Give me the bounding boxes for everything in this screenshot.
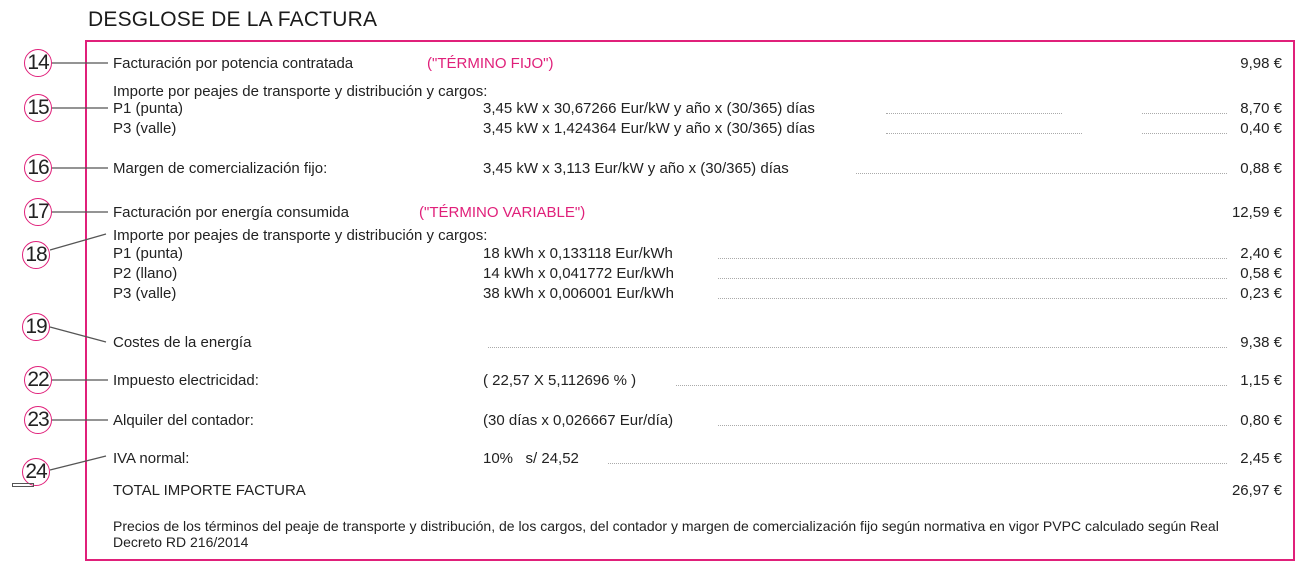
potencia-p1-label: P1 (punta) [113, 100, 184, 117]
potencia-p3-label: P3 (valle) [113, 120, 177, 137]
callout-badge-15: 15 [24, 94, 52, 122]
dot-leader [718, 258, 1227, 259]
dot-leader [886, 133, 1082, 134]
energia-label: Facturación por energía consumida [113, 204, 349, 221]
energia-p1-calc: 18 kWh x 0,133118 Eur/kWh [483, 245, 673, 262]
margen-label: Margen de comercialización fijo: [113, 160, 328, 177]
callout-badge-16: 16 [24, 154, 52, 182]
potencia-label: Facturación por potencia contratada [113, 55, 354, 72]
dot-leader [718, 278, 1227, 279]
callout-badge-19: 19 [22, 313, 50, 341]
energia-peajes-label: Importe por peajes de transporte y distribución y cargos: [113, 227, 488, 244]
margen-calc: 3,45 kW x 3,113 Eur/kW y año x (30/365) días [483, 160, 789, 177]
dot-leader [488, 347, 1227, 348]
costes-amount: 9,38 € [1240, 334, 1282, 351]
potencia-peajes-label: Importe por peajes de transporte y distribución y cargos: [113, 83, 488, 100]
energia-p2-label: P2 (llano) [113, 265, 178, 282]
callout-badge-14: 14 [24, 49, 52, 77]
dot-leader [676, 385, 1227, 386]
legal-note: Precios de los términos del peaje de transporte y distribución, de los cargos, del contador y margen de comercialización fijo según normativa en vigor PVPC calculado según Real Decreto RD 216/2014 [113, 518, 1219, 550]
alquiler-amount: 0,80 € [1240, 412, 1282, 429]
energia-p2-calc: 14 kWh x 0,041772 Eur/kWh [483, 265, 674, 282]
callout-badge-23: 23 [24, 406, 52, 434]
iva-amount: 2,45 € [1240, 450, 1282, 467]
iva-calc: 10% s/ 24,52 [483, 450, 579, 467]
iva-label: IVA normal: [113, 450, 190, 467]
dot-leader [608, 463, 1227, 464]
callout-badge-18: 18 [22, 241, 50, 269]
potencia-tag: ("TÉRMINO FIJO") [427, 55, 554, 72]
dot-leader [718, 425, 1227, 426]
page-title: DESGLOSE DE LA FACTURA [88, 8, 378, 31]
energia-tag: ("TÉRMINO VARIABLE") [419, 204, 586, 221]
alquiler-calc: (30 días x 0,026667 Eur/día) [483, 412, 674, 429]
impuesto-label: Impuesto electricidad: [113, 372, 259, 389]
costes-label: Costes de la energía [113, 334, 252, 351]
impuesto-calc: ( 22,57 X 5,112696 % ) [483, 372, 637, 389]
potencia-p1-amount: 8,70 € [1240, 100, 1282, 117]
alquiler-label: Alquiler del contador: [113, 412, 254, 429]
dot-leader [718, 298, 1227, 299]
margen-amount: 0,88 € [1240, 160, 1282, 177]
energia-p3-label: P3 (valle) [113, 285, 177, 302]
callout-badge-17: 17 [24, 198, 52, 226]
dot-leader [886, 113, 1062, 114]
energia-p1-label: P1 (punta) [113, 245, 184, 262]
callout-badge-24: 24 [22, 458, 50, 486]
energia-p3-amount: 0,23 € [1240, 285, 1282, 302]
total-amount: 26,97 € [1231, 482, 1282, 499]
potencia-p3-amount: 0,40 € [1240, 120, 1282, 137]
resize-handle [12, 483, 34, 487]
energia-p3-calc: 38 kWh x 0,006001 Eur/kWh [483, 285, 674, 302]
energia-amount: 12,59 € [1231, 204, 1282, 221]
potencia-p3-calc: 3,45 kW x 1,424364 Eur/kW y año x (30/365) días [483, 120, 815, 137]
callout-badge-22: 22 [24, 366, 52, 394]
total-label: TOTAL IMPORTE FACTURA [113, 482, 306, 499]
energia-p2-amount: 0,58 € [1240, 265, 1282, 282]
energia-p1-amount: 2,40 € [1240, 245, 1282, 262]
impuesto-amount: 1,15 € [1240, 372, 1282, 389]
potencia-amount: 9,98 € [1240, 55, 1282, 72]
potencia-p1-calc: 3,45 kW x 30,67266 Eur/kW y año x (30/365) días [483, 100, 815, 117]
